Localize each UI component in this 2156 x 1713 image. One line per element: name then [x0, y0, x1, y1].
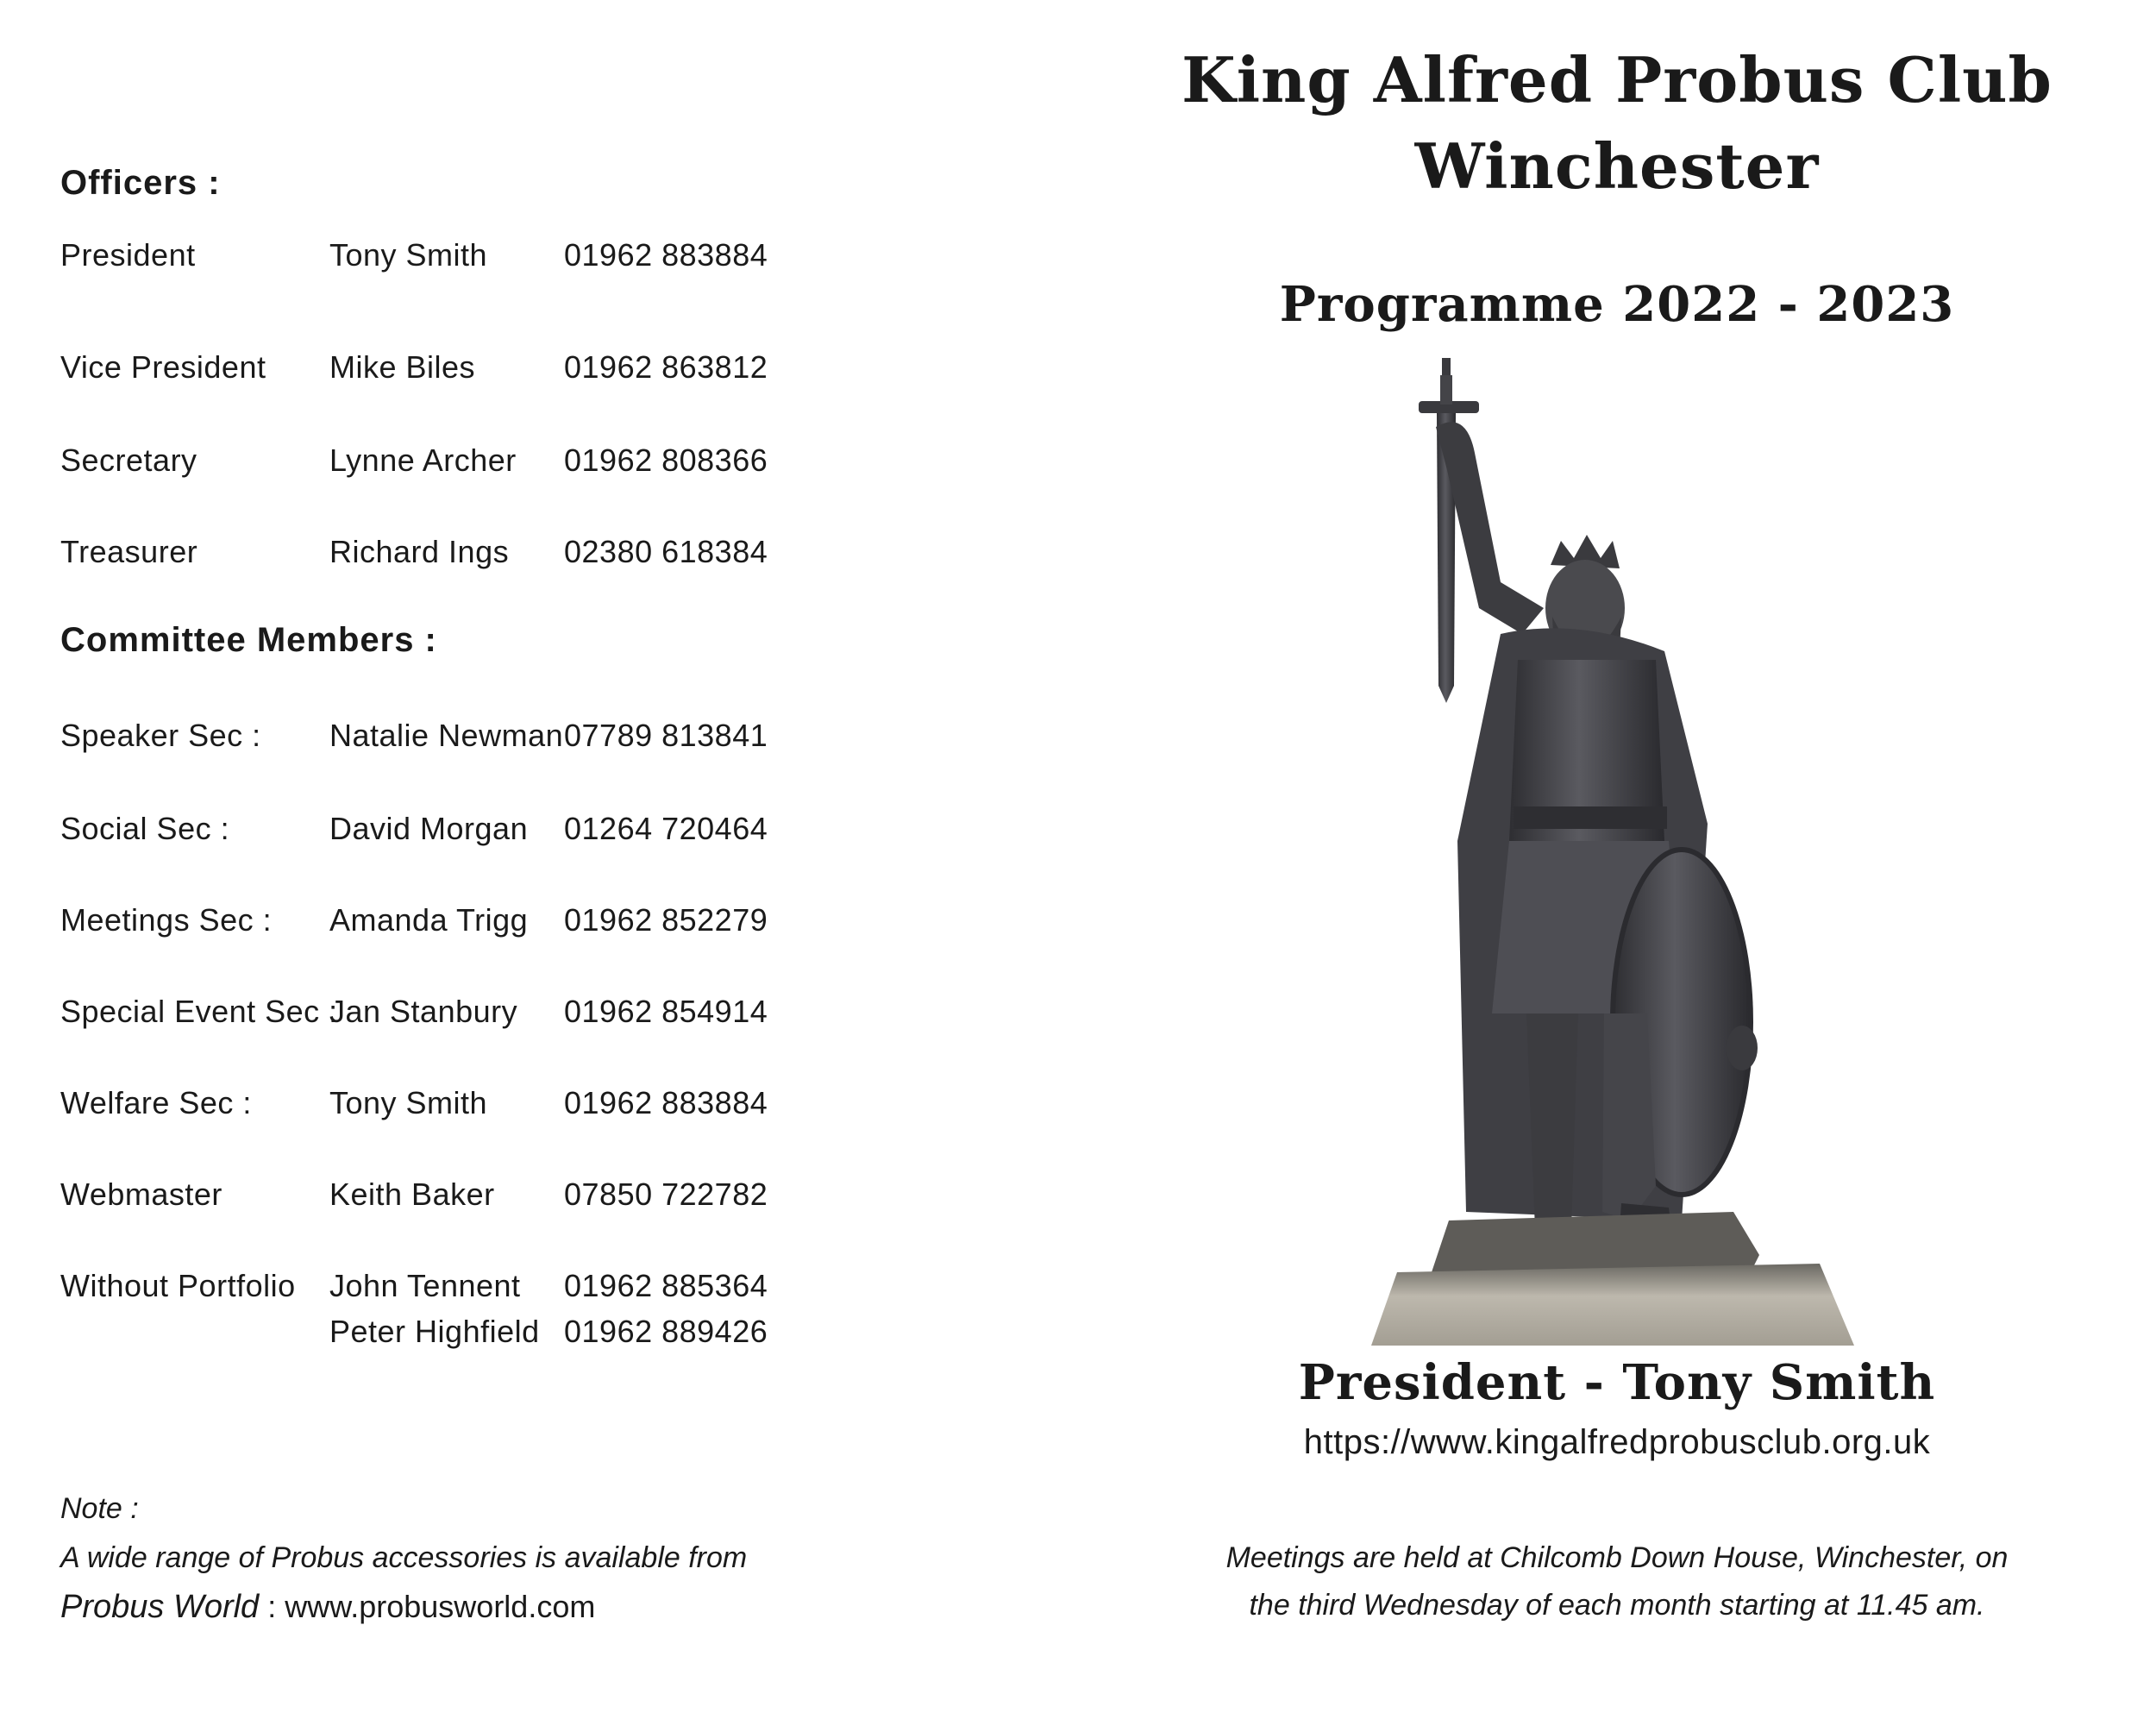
- committee-name: Tony Smith: [329, 1085, 488, 1120]
- note-text: A wide range of Probus accessories is available from: [60, 1541, 748, 1574]
- meeting-info-line-1: Meetings are held at Chilcomb Down House, Winchester, on: [1225, 1541, 2009, 1574]
- committee-role: Special Event Sec :: [60, 994, 338, 1029]
- officer-role: Vice President: [60, 349, 266, 385]
- officer-role: President: [60, 237, 196, 273]
- committee-name: Keith Baker: [329, 1177, 495, 1212]
- officer-role: Treasurer: [60, 534, 198, 569]
- king-alfred-statue-image: [1371, 358, 1854, 1346]
- committee-heading: Committee Members :: [60, 621, 437, 659]
- committee-phone: 01962 883884: [564, 1085, 768, 1120]
- committee-name: John Tennent: [329, 1268, 521, 1303]
- probus-world-website[interactable]: www.probusworld.com: [285, 1589, 596, 1624]
- committee-role: Webmaster: [60, 1177, 222, 1212]
- officer-role: Secretary: [60, 442, 197, 478]
- committee-role: Meetings Sec :: [60, 902, 273, 938]
- committee-phone: 07850 722782: [564, 1177, 768, 1212]
- officer-phone: 01962 863812: [564, 349, 768, 385]
- committee-role: Speaker Sec :: [60, 718, 261, 753]
- committee-phone: 01962 889426: [564, 1314, 768, 1349]
- officer-name: Mike Biles: [329, 349, 476, 385]
- committee-phone: 01962 885364: [564, 1268, 768, 1303]
- officer-phone: 01962 808366: [564, 442, 768, 478]
- officer-name: Richard Ings: [329, 534, 510, 569]
- committee-phone: 01962 854914: [564, 994, 768, 1029]
- note-link-line: [60, 1589, 595, 1626]
- officer-phone: 02380 618384: [564, 534, 768, 569]
- cover-page: [1078, 0, 2156, 1713]
- club-location: Winchester: [1414, 129, 1820, 203]
- committee-name: Amanda Trigg: [329, 902, 529, 938]
- committee-phone: 07789 813841: [564, 718, 768, 753]
- club-title: King Alfred Probus Club: [1181, 43, 2053, 116]
- committee-name: David Morgan: [329, 811, 529, 846]
- programme-title: Programme 2022 - 2023: [1279, 276, 1955, 333]
- probus-world-brand: Probus World: [60, 1589, 260, 1625]
- committee-role: Welfare Sec :: [60, 1085, 252, 1120]
- committee-name: Jan Stanbury: [329, 994, 518, 1029]
- committee-phone: 01962 852279: [564, 902, 768, 938]
- officer-name: Lynne Archer: [329, 442, 517, 478]
- president-line: President - Tony Smith: [1298, 1354, 1936, 1411]
- club-website-link[interactable]: https://www.kingalfredprobusclub.org.uk: [1303, 1423, 1931, 1461]
- committee-name: Natalie Newman: [329, 718, 564, 753]
- committee-name: Peter Highfield: [329, 1314, 540, 1349]
- committee-role: Social Sec :: [60, 811, 230, 846]
- officer-name: Tony Smith: [329, 237, 488, 273]
- officer-phone: 01962 883884: [564, 237, 768, 273]
- note-label: Note :: [60, 1492, 139, 1525]
- meeting-info-line-2: the third Wednesday of each month starting at 11.45 am.: [1249, 1589, 1985, 1622]
- committee-role: Without Portfolio: [60, 1268, 296, 1303]
- officers-heading: Officers :: [60, 164, 221, 202]
- committee-phone: 01264 720464: [564, 811, 768, 846]
- note-separator: :: [259, 1589, 285, 1624]
